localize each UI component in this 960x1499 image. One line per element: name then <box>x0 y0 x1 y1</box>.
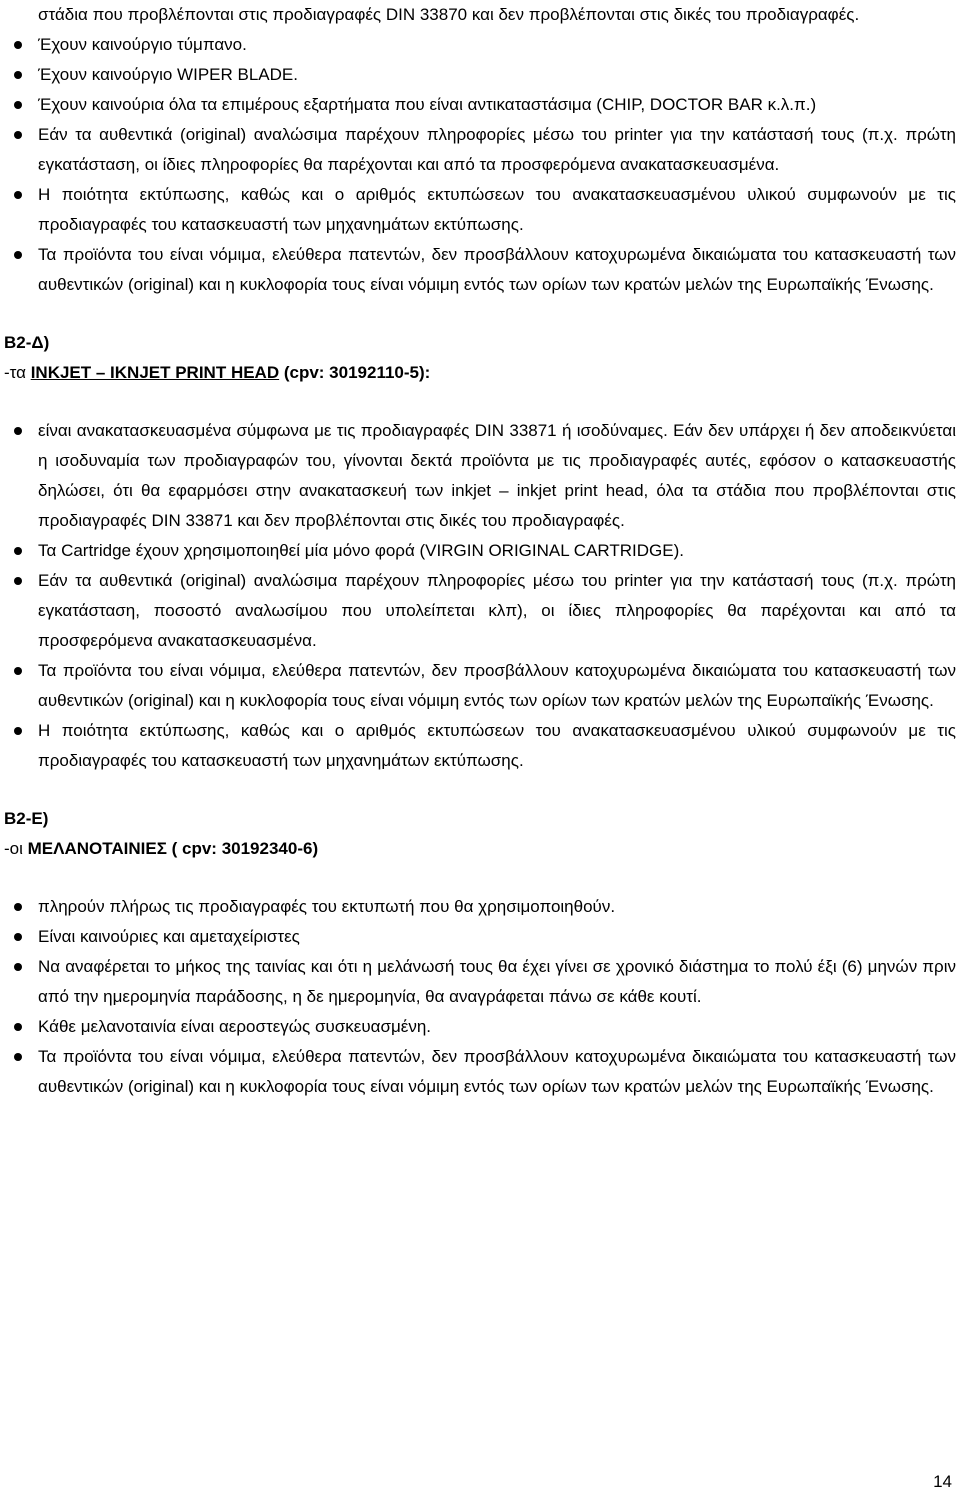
intro-continuation: στάδια που προβλέπονται στις προδιαγραφές DIN 33870 και δεν προβλέπονται στις δικές του προδιαγραφές. <box>38 5 860 24</box>
list-item: Τα προϊόντα του είναι νόμιμα, ελεύθερα πατεντών, δεν προσβάλλουν κατοχυρωμένα δικαιώματα του κατασκευαστή των αυθεντικών (original) και η κυκλοφορία τους είναι νόμιμη εντός των ορίων των κρατών μελών της Ευρωπαϊκής Ένωσης. <box>38 1042 956 1102</box>
section-title-emph: INKJET – IKNJET PRINT HEAD <box>30 363 280 382</box>
list-item: Έχουν καινούργιο WIPER BLADE. <box>38 60 956 90</box>
section-title-suffix: (cpv: 30192110-5): <box>279 363 431 382</box>
list-item: Έχουν καινούρια όλα τα επιμέρους εξαρτήματα που είναι αντικαταστάσιμα (CHIP, DOCTOR BAR κ.λ.π.) <box>38 90 956 120</box>
list-item: Τα προϊόντα του είναι νόμιμα, ελεύθερα πατεντών, δεν προσβάλλουν κατοχυρωμένα δικαιώματα του κατασκευαστή των αυθεντικών (original) και η κυκλοφορία τους είναι νόμιμη εντός των ορίων των κρατών μελών της Ευρωπαϊκής Ένωσης. <box>38 240 956 300</box>
section-code: B2-E) <box>4 809 49 828</box>
section-b2e-list <box>38 892 956 1102</box>
list-item: Τα προϊόντα του είναι νόμιμα, ελεύθερα πατεντών, δεν προσβάλλουν κατοχυρωμένα δικαιώματα του κατασκευαστή των αυθεντικών (original) και η κυκλοφορία τους είναι νόμιμη εντός των ορίων των κρατών μελών της Ευρωπαϊκής Ένωσης. <box>38 656 956 716</box>
section-title <box>4 834 956 864</box>
list-item: Τα Cartridge έχουν χρησιμοποιηθεί μία μόνο φορά (VIRGIN ORIGINAL CARTRIDGE). <box>38 536 956 566</box>
list-item: Είναι καινούριες και αμεταχείριστες <box>38 922 956 952</box>
list-item: πληρούν πλήρως τις προδιαγραφές του εκτυπωτή που θα χρησιμοποιηθούν. <box>38 892 956 922</box>
list-item: Εάν τα αυθεντικά (original) αναλώσιμα παρέχουν πληροφορίες μέσω του printer για την κατάστασή τους (π.χ. πρώτη εγκατάσταση, οι ίδιες πληροφορίες θα παρέχονται και από τα προσφερόμενα ανακατασκευασμένα. <box>38 120 956 180</box>
section-b2e-heading <box>4 804 956 864</box>
list-item: Έχουν καινούργιο τύμπανο. <box>38 30 956 60</box>
list-item: Να αναφέρεται το μήκος της ταινίας και ότι η μελάνωσή τους θα έχει γίνει σε χρονικό διάστημα το πολύ έξι (6) μηνών πριν από την ημερομηνία παράδοσης, η δε ημερομηνία, θα αναγράφεται πάνω σε κάθε κουτί. <box>38 952 956 1012</box>
section-b2d-list <box>38 416 956 776</box>
section-title <box>4 358 956 388</box>
list-item: Κάθε μελανοταινία είναι αεροστεγώς συσκευασμένη. <box>38 1012 956 1042</box>
section-b2d-heading <box>4 328 956 388</box>
section-title-prefix: -τα <box>4 363 31 382</box>
list-item: Εάν τα αυθεντικά (original) αναλώσιμα παρέχουν πληροφορίες μέσω του printer για την κατάστασή τους (π.χ. πρώτη εγκατάσταση, ποσοστό αναλωσίμου που υπολείπεται κλπ), οι ίδιες πληροφορίες θα παρέχονται και από τα προσφερόμενα ανακατασκευασμένα. <box>38 566 956 656</box>
section-a-list <box>38 30 956 300</box>
section-code: B2-Δ) <box>4 333 50 352</box>
section-title-prefix: -οι <box>4 839 28 858</box>
page-number: 14 <box>933 1472 952 1491</box>
list-item: είναι ανακατασκευασμένα σύμφωνα με τις προδιαγραφές DIN 33871 ή ισοδύναμες. Εάν δεν υπάρχει ή δεν αποδεικνύεται η ισοδυναμία των προδιαγραφών του, γίνονται δεκτά προϊόντα με τις προδιαγραφές αυτές, εφόσον ο κατασκευαστής δηλώσει, ότι θα εφαρμόσει στην ανακατασκευή των inkjet – inkjet print head, όλα τα στάδια που προβλέπονται στις προδιαγραφές DIN 33871 και δεν προβλέπονται στις δικές του προδιαγραφές. <box>38 416 956 536</box>
list-item: Η ποιότητα εκτύπωσης, καθώς και ο αριθμός εκτυπώσεων του ανακατασκευασμένου υλικού συμφωνούν με τις προδιαγραφές του κατασκευαστή των μηχανημάτων εκτύπωσης. <box>38 180 956 240</box>
section-title-emph: ΜΕΛΑΝΟΤΑΙΝΙΕΣ ( cpv: 30192340-6) <box>27 839 319 858</box>
list-item: Η ποιότητα εκτύπωσης, καθώς και ο αριθμός εκτυπώσεων του ανακατασκευασμένου υλικού συμφωνούν με τις προδιαγραφές του κατασκευαστή των μηχανημάτων εκτύπωσης. <box>38 716 956 776</box>
